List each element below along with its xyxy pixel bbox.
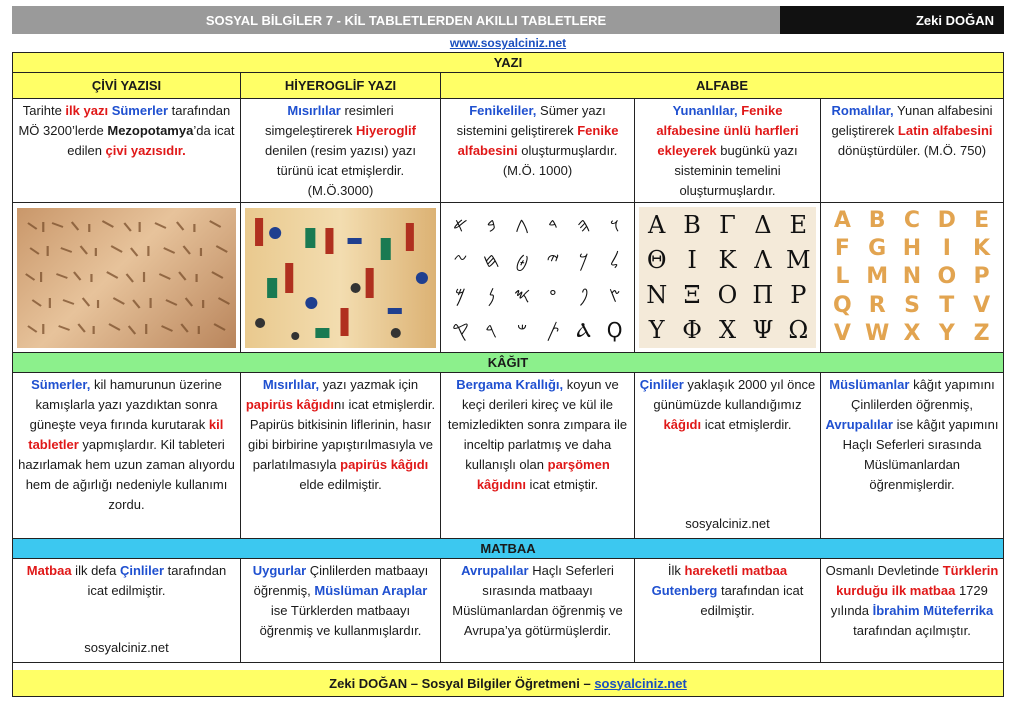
greek-glyph: Ν	[646, 281, 668, 310]
roman-glyph: F	[834, 236, 850, 262]
phoenician-glyph: 𐤆	[453, 247, 468, 272]
section-matbaa: MATBAA	[13, 539, 1003, 559]
author-name: Zeki DOĞAN	[780, 6, 1004, 34]
greek-glyph: Λ	[754, 245, 772, 274]
matbaa-avrupa: Avrupalılar Haçlı Seferleri sırasında matbaayı Müslümanlardan öğrenmiş ve Avrupa’ya götürmüşlerdir.	[441, 559, 635, 662]
greek-glyph: Ψ	[752, 316, 774, 345]
footer-text: Zeki DOĞAN – Sosyal Bilgiler Öğretmeni –	[329, 675, 591, 691]
footer	[13, 670, 1003, 696]
phoenician-glyph: 𐤌	[454, 283, 466, 308]
roman-glyph: N	[902, 264, 922, 290]
phoenician-glyph: 𐤋	[609, 247, 620, 272]
roman-glyph: A	[833, 208, 851, 234]
roman-glyph: X	[903, 320, 921, 346]
hieroglyph-image	[241, 203, 441, 352]
phoenician-glyph: Ϙ	[606, 318, 623, 343]
footer-link[interactable]: sosyalciniz.net	[594, 675, 687, 691]
phoenician-image	[441, 203, 635, 352]
phoenician-glyph: 𐤉	[546, 247, 560, 272]
matbaa-osmanli: Osmanlı Devletinde Türklerin kurduğu ilk matbaa 1729 yılında İbrahim Müteferrika tarafından açılmıştır.	[825, 563, 999, 638]
phoenician-glyph: 𐤔	[516, 318, 528, 343]
phoenician-glyph: 𐤕	[546, 318, 560, 343]
greek-glyph: Ω	[788, 316, 809, 345]
kagit-misir: Mısırlılar, yazı yazmak için papirüs kâğıdını icat etmişlerdir. Papirüs bitkisinin liflerinin, hasır gibi birbirine yapıştırılmasıyla ve parlatılmasıyla papirüs kâğıdı elde edilmiştir.	[241, 373, 441, 538]
greek-glyph: Ο	[717, 281, 738, 310]
roman-glyph: D	[937, 208, 956, 234]
roman-glyph: R	[868, 292, 886, 318]
column-civi: ÇİVİ YAZISI	[13, 73, 241, 98]
page-title: SOSYAL BİLGİLER 7 - KİL TABLETLERDEN AKILLI TABLETLERE	[12, 6, 780, 34]
greek-glyph: Υ	[648, 316, 665, 345]
greek-glyph: Ε	[789, 210, 808, 239]
kagit-musluman: Müslümanlar kâğıt yapımını Çinlilerden öğrenmiş, Avrupalılar ise kâğıt yapımını Haçlı Seferleri sırasında Müslümanlardan öğrenmişlerdir.	[825, 377, 999, 492]
roman-glyph: W	[865, 320, 890, 346]
content-table	[12, 52, 1004, 697]
cuneiform-image	[13, 203, 241, 352]
column-header-row	[13, 73, 1003, 99]
phoenician-glyph: 𐤑	[608, 283, 621, 308]
kagit-cin: Çinliler yaklaşık 2000 yıl önce günümüzde kullandığımız kâğıdı icat etmişlerdir. sosyalciniz.net	[635, 373, 821, 538]
greek-glyph: Π	[752, 281, 774, 310]
yazi-text-row	[13, 99, 1003, 203]
civi-text: Tarihte ilk yazı Sümerler tarafından MÖ 3200’lerde Mezopotamya’da icat edilen çivi yazısıdır.	[13, 99, 241, 202]
matbaa-uygur: Uygurlar Çinlilerden matbaayı öğrenmiş, Müslüman Araplar ise Türklerden matbaayı öğrenmiş ve kullanmışlardır.	[241, 559, 441, 662]
phoenician-glyph: 𐤁	[486, 212, 496, 237]
phoenician-glyph: 𐤒	[452, 318, 469, 343]
greek-glyph: Μ	[786, 245, 811, 274]
watermark-text: sosyalciniz.net	[84, 640, 169, 655]
column-alfabe: ALFABE	[441, 73, 1003, 98]
phoenician-glyph: 𐤅	[609, 212, 620, 237]
hiyeroglif-text: Mısırlılar resimleri simgeleştirerek Hiyeroglif denilen (resim yazısı) yazı türünü icat etmişlerdir.(M.Ö.3000)	[241, 99, 441, 202]
phoenician-glyph: 𐤎	[513, 283, 531, 308]
greek-glyph: Δ	[754, 210, 772, 239]
roman-glyph: V	[973, 292, 991, 318]
greek-glyph: Ι	[687, 245, 697, 274]
kagit-row	[13, 373, 1003, 539]
greek-glyph: Χ	[718, 316, 737, 345]
matbaa-gutenberg: İlk hareketli matbaa Gutenberg tarafından icat edilmiştir.	[635, 559, 821, 662]
roman-glyph: Q	[833, 292, 852, 318]
section-yazi: YAZI	[13, 53, 1003, 73]
roman-glyph: H	[902, 236, 922, 262]
phoenician-glyph: 𐤏	[549, 283, 557, 308]
matbaa-row	[13, 559, 1003, 663]
greek-glyph: Γ	[719, 210, 736, 239]
kagit-sumer: Sümerler, kil hamurunun üzerine kamışlarla yazı yazdıktan sonra güneşte veya fırında kurutarak kil tabletler yapmışlardır. Kil tableteri hazırlamak hem uzun zaman alıyordu hem de ağırlığı nedeniyle kullanımı zordu.	[13, 373, 241, 538]
greek-glyph: Κ	[718, 245, 737, 274]
phoenician-glyph: 𐤂	[515, 212, 530, 237]
yunan-text: Yunanlılar, Fenike alfabesine ünlü harfleri ekleyerek bugünkü yazı sisteminin temelini oluşturmuşlardır.	[635, 99, 821, 202]
phoenician-glyph: 𐤐	[578, 283, 589, 308]
greek-glyph: Ξ	[683, 281, 701, 310]
phoenician-glyph: 𐤈	[515, 247, 529, 272]
roman-glyph: C	[903, 208, 921, 234]
roman-glyph: Y	[938, 320, 955, 346]
phoenician-glyph: 𐤍	[487, 283, 496, 308]
roman-glyph: T	[939, 292, 955, 318]
kagit-bergama: Bergama Krallığı, koyun ve keçi derileri kireç ve kül ile temizledikten sonra zımpara ile inceltip parlatmış ve daha kullanışlı olan parşömen kâğıdını icat etmiştir.	[441, 373, 635, 538]
phoenician-glyph: 𐤇	[482, 247, 500, 272]
greek-glyph: Ρ	[790, 281, 807, 310]
greek-glyph: Θ	[646, 245, 667, 274]
phoenician-glyph: Ⲁ	[576, 318, 591, 343]
image-row	[13, 203, 1003, 353]
fenike-text: Fenikeliler, Sümer yazı sistemini geliştirerek Fenike alfabesini oluşturmuşlardır. (M.Ö. 1000)	[441, 99, 635, 202]
roma-text: Romalılar, Yunan alfabesini geliştirerek Latin alfabesini dönüştürdüler. (M.Ö. 750)	[831, 103, 993, 158]
phoenician-glyph: 𐤓	[485, 318, 498, 343]
roman-glyph: B	[868, 208, 886, 234]
greek-glyph: Β	[683, 210, 701, 239]
greek-glyph: Α	[648, 210, 666, 239]
greek-glyph: Φ	[682, 316, 702, 345]
roman-glyph: L	[835, 264, 850, 290]
phoenician-glyph: 𐤃	[547, 212, 558, 237]
roman-glyph: V	[833, 320, 851, 346]
phoenician-glyph: 𐤄	[576, 212, 591, 237]
roman-glyph: G	[868, 236, 887, 262]
matbaa-cin: Matbaa ilk defa Çinliler tarafından icat edilmiştir. sosyalciniz.net	[13, 559, 241, 662]
column-hiyeroglif: HİYEROGLİF YAZI	[241, 73, 441, 98]
site-link[interactable]: www.sosyalciniz.net	[449, 36, 567, 50]
roman-glyph: S	[904, 292, 920, 318]
section-kagit: KÂĞIT	[13, 353, 1003, 373]
phoenician-glyph: 𐤊	[578, 247, 589, 272]
roman-glyph: K	[973, 236, 991, 262]
roman-glyph: M	[866, 264, 889, 290]
page-header	[12, 6, 1004, 34]
roman-image	[821, 203, 1003, 352]
roman-glyph: Z	[973, 320, 990, 346]
watermark-text: sosyalciniz.net	[685, 516, 770, 531]
phoenician-glyph: 𐤀	[452, 212, 468, 237]
roman-glyph: P	[973, 264, 990, 290]
roman-glyph: E	[974, 208, 990, 234]
roman-glyph: O	[937, 264, 957, 290]
roman-glyph: I	[942, 236, 951, 262]
greek-image	[635, 203, 821, 352]
